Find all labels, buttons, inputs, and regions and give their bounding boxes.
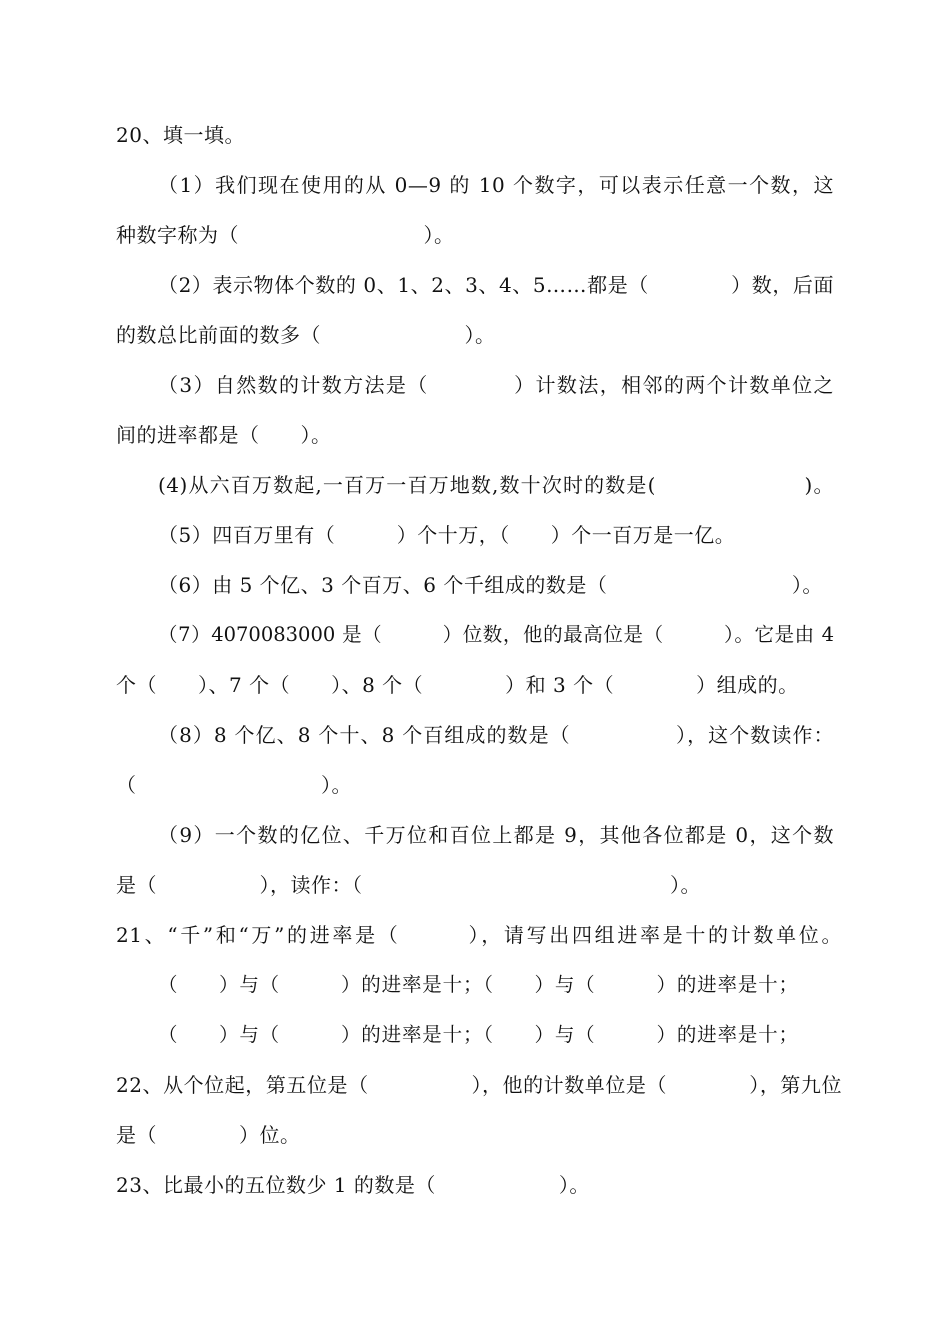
q20-item8-line2: （ ）。 [116, 773, 352, 797]
q20-item2-line1: （2）表示物体个数的 0、1、2、3、4、5……都是（ ）数，后面 [158, 273, 834, 297]
question-22-line2: 是（ ）位。 [116, 1123, 301, 1147]
q20-item7-line1: （7）4070083000 是（ ）位数，他的最高位是（ ）。它是由 4 [158, 623, 834, 646]
q21-pairs-line2: （ ）与（ ）的进率是十；（ ）与（ ）的进率是十； [158, 1023, 798, 1046]
q20-item5: （5）四百万里有（ ）个十万，（ ）个一百万是一亿。 [158, 523, 736, 547]
q20-item7-line2: 个（ ）、7 个（ ）、8 个（ ）和 3 个（ ）组成的。 [116, 673, 799, 697]
question-23: 23、比最小的五位数少 1 的数是（ ）。 [116, 1173, 590, 1197]
question-21-heading: 21、“千”和“万”的进率是（ ），请写出四组进率是十的计数单位。 [116, 923, 842, 947]
q20-item9-line2: 是（ ），读作：（ ）。 [116, 873, 701, 897]
q21-pairs-line1: （ ）与（ ）的进率是十；（ ）与（ ）的进率是十； [158, 973, 798, 996]
q20-item3-line2: 间的进率都是（ ）。 [116, 423, 332, 447]
q20-item1-line1: （1）我们现在使用的从 0—9 的 10 个数字，可以表示任意一个数，这 [158, 173, 834, 197]
question-20-heading: 20、填一填。 [116, 123, 245, 147]
q20-item2-line2: 的数总比前面的数多（ ）。 [116, 323, 496, 347]
q20-item3-line1: （3）自然数的计数方法是（ ）计数法，相邻的两个计数单位之 [158, 373, 834, 397]
q20-item6: （6）由 5 个亿、3 个百万、6 个千组成的数是（ ）。 [158, 573, 823, 597]
q20-item9-line1: （9）一个数的亿位、千万位和百位上都是 9，其他各位都是 0，这个数 [158, 823, 834, 847]
question-22-line1: 22、从个位起，第五位是（ ），他的计数单位是（ ），第九位 [116, 1073, 842, 1097]
q20-item8-line1: （8）8 个亿、8 个十、8 个百组成的数是（ ），这个数读作： [158, 723, 834, 747]
q20-item1-line2: 种数字称为（ ）。 [116, 223, 455, 247]
q20-item4: (4)从六百万数起,一百万一百万地数,数十次时的数是( )。 [158, 473, 834, 497]
